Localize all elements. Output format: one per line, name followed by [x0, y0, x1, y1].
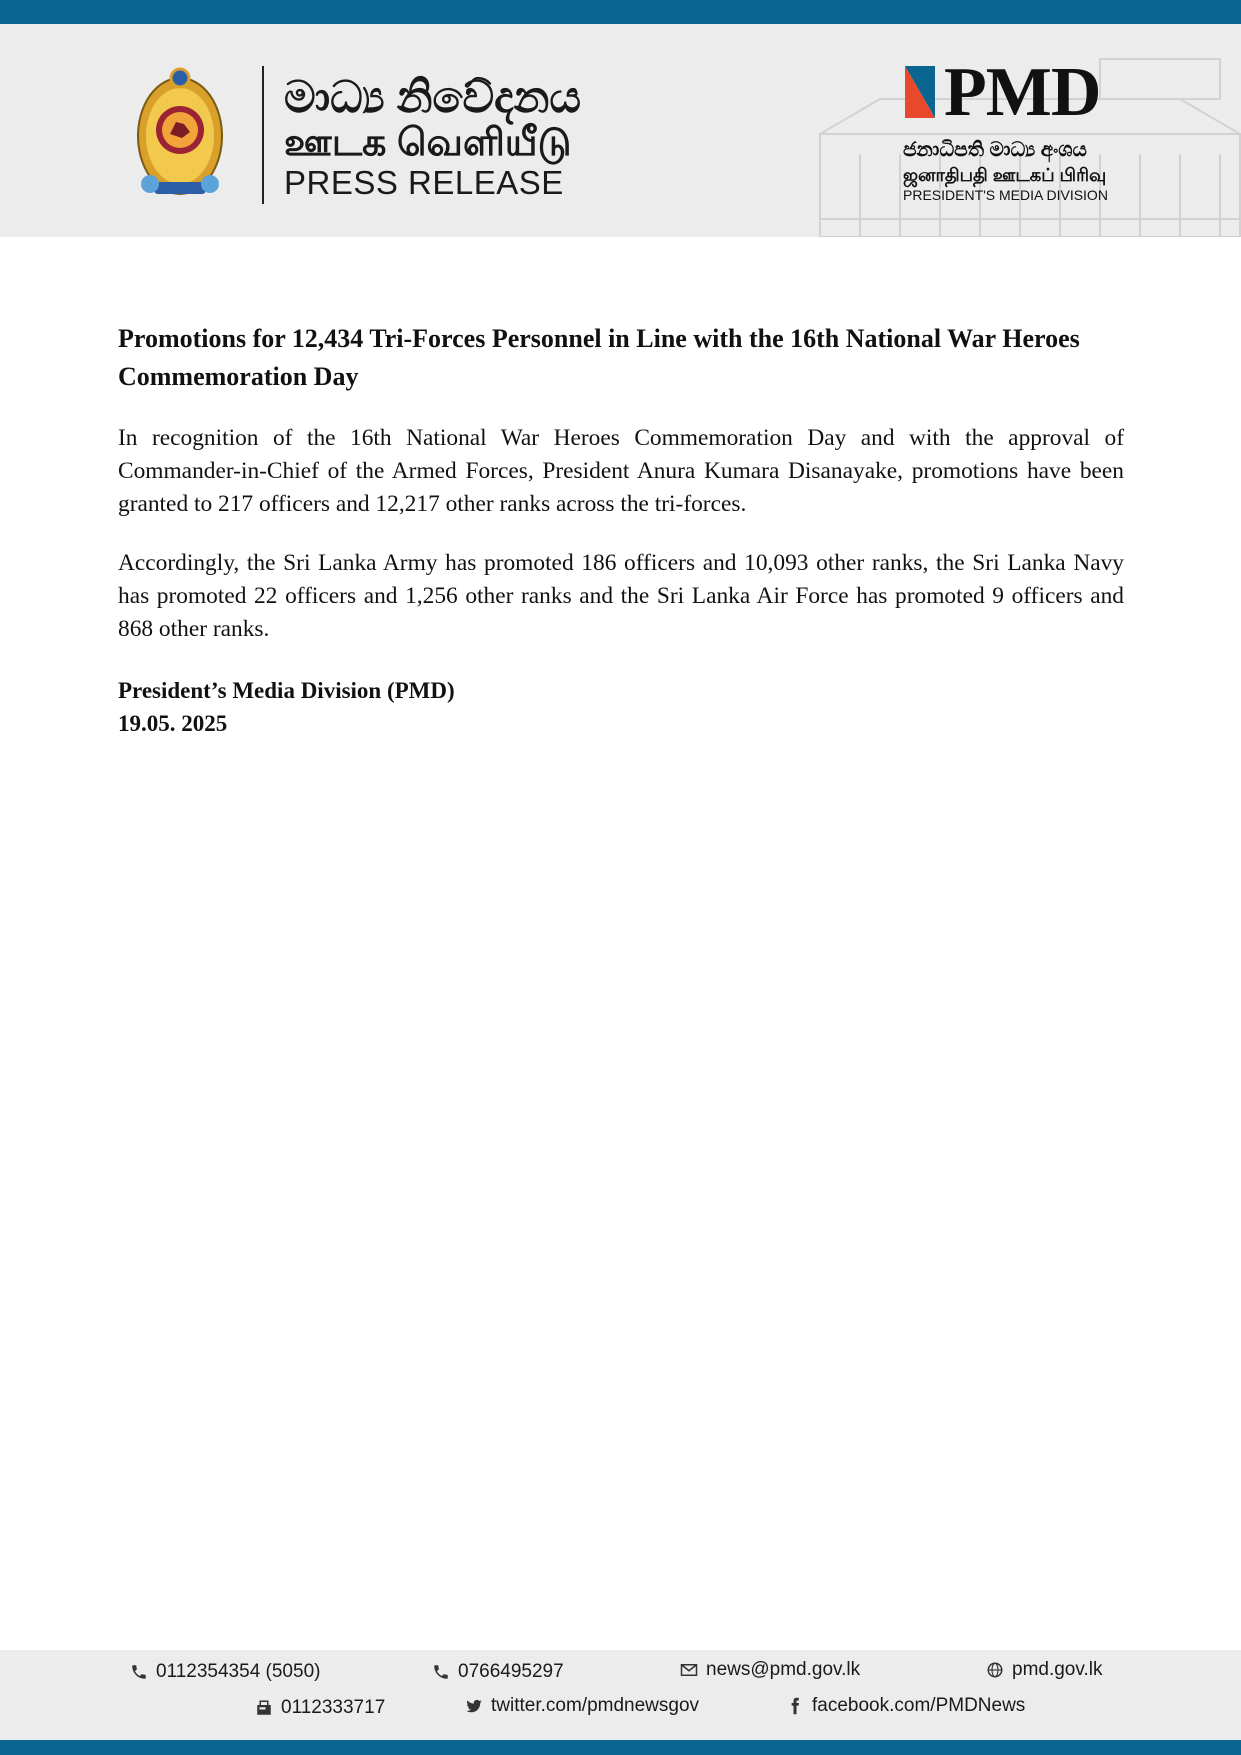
- signature-name: President’s Media Division (PMD): [118, 678, 455, 703]
- mobile-icon: [432, 1663, 450, 1681]
- article-body: [118, 320, 1124, 740]
- pmd-logo-square-icon: [905, 66, 935, 118]
- globe-icon: [986, 1661, 1004, 1679]
- contact-website[interactable]: [986, 1659, 1102, 1681]
- email-address: news@pmd.gov.lk: [706, 1659, 861, 1680]
- release-date: 19.05. 2025: [118, 711, 228, 736]
- article-paragraph-2: Accordingly, the Sri Lanka Army has promoted 186 officers and 10,093 other ranks, the Sri Lanka Navy has promoted 22 officers and 1,256 other ranks and the Sri Lanka Air Force has promoted 9 officers and 868 other ranks.: [118, 550, 1124, 642]
- contact-fax[interactable]: [255, 1697, 385, 1719]
- pmd-name-tamil: ஜனாதிபதி ஊடகப் பிரிவு: [903, 165, 1107, 185]
- phone-number: 0112354354 (5050): [156, 1661, 321, 1682]
- mobile-number: 0766495297: [458, 1661, 564, 1682]
- fax-number: 0112333717: [281, 1697, 386, 1718]
- contact-phone[interactable]: [130, 1661, 320, 1683]
- article-paragraph-1: In recognition of the 16th National War Heroes Commemoration Day and with the approval of Commander-in-Chief of the Armed Forces, President Anura Kumara Disanayake, promotions have been granted to 217 officers and 12,217 other ranks across the tri-forces.: [118, 425, 1124, 517]
- signature-block: [118, 674, 1124, 740]
- email-icon: [680, 1661, 698, 1679]
- contact-email[interactable]: [680, 1659, 860, 1681]
- pmd-wordmark: PMD: [944, 54, 1101, 131]
- contact-facebook[interactable]: [786, 1695, 1025, 1717]
- national-emblem-icon: [132, 64, 228, 204]
- header-divider: [262, 66, 264, 204]
- twitter-icon: [465, 1697, 483, 1715]
- website-url: pmd.gov.lk: [1012, 1659, 1103, 1680]
- phone-icon: [130, 1663, 148, 1681]
- facebook-icon: [786, 1697, 804, 1715]
- press-release-sinhala: මාධ්‍ය නිවේදනය: [284, 73, 582, 122]
- contact-footer: [0, 1650, 1241, 1740]
- pmd-name-english: PRESIDENT'S MEDIA DIVISION: [903, 187, 1108, 203]
- top-color-bar: [0, 0, 1241, 24]
- bottom-color-bar: [0, 1740, 1241, 1755]
- press-release-tamil: ஊடக வெளியீடு: [284, 122, 572, 164]
- contact-mobile[interactable]: [432, 1661, 564, 1683]
- pmd-name-sinhala: ජනාධිපති මාධ්‍ය අංශය: [903, 139, 1087, 161]
- twitter-handle: twitter.com/pmdnewsgov: [491, 1695, 700, 1716]
- letterhead: [0, 24, 1241, 237]
- press-release-english: PRESS RELEASE: [284, 164, 564, 201]
- facebook-page: facebook.com/PMDNews: [812, 1695, 1026, 1716]
- fax-icon: [255, 1699, 273, 1717]
- article-title: Promotions for 12,434 Tri-Forces Personnel in Line with the 16th National War Heroes Commemoration Day: [118, 324, 1080, 391]
- contact-twitter[interactable]: [465, 1695, 699, 1717]
